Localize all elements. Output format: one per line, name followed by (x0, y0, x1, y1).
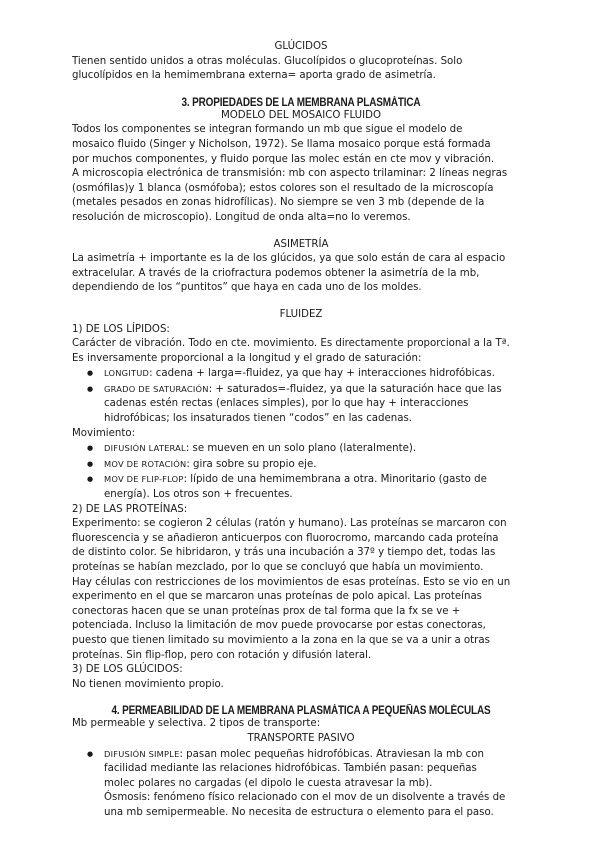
asimetria-paragraph (72, 252, 530, 296)
bullet-text: : se mueven en un solo plano (lateralmente). (185, 443, 417, 455)
proteinas-paragraph (72, 517, 530, 663)
bullet-label: GRADO DE SATURACIÓN (104, 383, 209, 394)
bullet-text: cadenas estén rectas (enlaces simples), por lo que hay + interacciones (104, 398, 469, 410)
paragraph-line: proteínas se habían mezclado, por lo que se concluyó que había un movimiento. (72, 562, 484, 573)
paragraph-line: A microscopia electrónica de transmisión: mb con aspecto trilaminar: 2 líneas negras (72, 168, 508, 180)
bullet-text: facilidad mediante las relaciones hidrofóbicas. También pasan: pequeñas (104, 763, 477, 775)
paragraph-line: resolución de microscopio). Longitud de onda alta=no lo veremos. (72, 211, 411, 223)
paragraph-line: Hay células con restricciones de los movimientos de esas proteínas. Esto se vio en un (72, 576, 511, 588)
bullet-difusion-lateral (104, 441, 530, 457)
paragraph-line: potenciada. Incluso la limitación de mov puede provocarse por estas conectoras, (72, 620, 486, 632)
bullet-mov-rotacion (104, 457, 530, 473)
bullet-longitud (104, 366, 530, 382)
bullet-text: molec polares no cargadas (el dipolo le cuesta atravesar la mb). (104, 777, 433, 789)
section-4-intro: Mb permeable y selectiva. 2 tipos de transporte: (72, 718, 321, 730)
bullet-text: energía). Los otros son + frecuentes. (104, 489, 293, 501)
bullet-difusion-simple (104, 747, 530, 821)
movimiento-bullet-list (72, 441, 530, 502)
asimetria-heading: ASIMETRÍA (273, 238, 329, 250)
lipidos-title: 1) DE LOS LÍPIDOS: (72, 323, 170, 335)
paragraph-line: proteínas. Sin flip-flop, pero con rotación y difusión lateral. (72, 649, 372, 661)
paragraph-line: No tienen movimiento propio. (72, 678, 224, 690)
lipidos-bullet-list (72, 366, 530, 426)
paragraph-line: (metales pesados en zonas hidrofílicas). No siempre se ven 3 mb (depende de la (72, 197, 485, 209)
glucidos-movimiento-title: 3) DE LOS GLÚCIDOS: (72, 664, 183, 676)
bullet-label: DIFUSIÓN SIMPLE (104, 748, 180, 759)
bullet-label: MOV DE ROTACIÓN (104, 458, 187, 469)
paragraph-line: fluorescencia y se añadieron anticuerpos con fluorocromo, marcando cada proteína (72, 532, 499, 544)
paragraph-line: conectoras hacen que se unan proteínas prox de tal forma que la fx se ve + (72, 605, 461, 617)
bullet-label: MOV DE FLIP-FLOP (104, 474, 184, 485)
paragraph-line: dependiendo de los “puntitos” que haya en cada uno de los moldes. (72, 282, 422, 294)
bullet-text: : + saturados=-fluidez, ya que la saturación hace que las (208, 383, 502, 395)
section-3-title: 3. PROPIEDADES DE LA MEMBRANA PLASMÁTICA (181, 95, 421, 109)
bullet-label: DIFUSIÓN LATERAL (104, 443, 186, 454)
bullet-text: hidrofóbicas; los insaturados tienen “codos” en las cadenas. (104, 413, 413, 425)
document-page (72, 40, 530, 821)
glucidos-line: glucolípidos en la hemimembrana externa= aporta grado de asimetría. (72, 70, 436, 82)
glucidos-heading: GLÚCIDOS (274, 41, 328, 52)
bullet-text: : cadena + larga=-fluidez, ya que hay + interacciones hidrofóbicas. (149, 368, 495, 380)
transporte-pasivo-subtitle: TRANSPORTE PASIVO (247, 732, 355, 744)
paragraph-line: extracelular. A través de la criofractura podemos obtener la asimetría de la mb, (72, 267, 480, 279)
bullet-text: una mb semipermeable. No necesita de estructura o elemento para el paso. (104, 806, 494, 818)
mosaico-fluido-subtitle: MODELO DEL MOSAICO FLUIDO (220, 109, 381, 121)
paragraph-line: Experimento: se cogieron 2 células (ratón y humano). Las proteínas se marcaron con (72, 518, 507, 530)
bullet-flip-flop (104, 472, 530, 502)
transporte-bullet-list (72, 747, 530, 821)
paragraph-line: La asimetría + importante es la de los glúcidos, ya que solo están de cara al espacio (72, 253, 506, 265)
bullet-text: Ósmosis: fenómeno físico relacionado con el mov de un disolvente a través de (104, 792, 506, 804)
bullet-label: LONGITUD (104, 368, 150, 379)
bullet-text: : gira sobre su propio eje. (186, 458, 317, 470)
paragraph-line: (osmófilas)y 1 blanca (osmófoba); estos colores son el resultado de la microscopía (72, 182, 494, 194)
bullet-text: : lípido de una hemimembrana a otra. Minoritario (gasto de (183, 474, 487, 486)
paragraph-line: experimento en el que se marcaron unas proteínas de polo apical. Las proteínas (72, 591, 482, 603)
paragraph-line: puesto que tienen limitado su movimiento a la zona en la que se va a unir a otras (72, 634, 490, 646)
glucidos-line: Tienen sentido unidos a otras moléculas. Glucolípidos o glucoproteínas. Solo (72, 55, 463, 67)
bullet-grado-saturacion (104, 382, 530, 427)
paragraph-line: Todos los componentes se integran formando un mb que sigue el modelo de (72, 124, 463, 136)
paragraph-line: de distinto color. Se hibridaron, y trás una incubación a 37º y tiempo det, todas las (72, 547, 496, 559)
paragraph-line: por muchos componentes, y fluido porque las molec están en cte mov y vibración. (72, 153, 495, 165)
paragraph-line: Carácter de vibración. Todo en cte. movimiento. Es directamente proporcional a la Tª. (72, 338, 510, 350)
bullet-text: : pasan molec pequeñas hidrofóbicas. Atraviesan la mb con (179, 748, 484, 760)
proteinas-title: 2) DE LAS PROTEÍNAS: (72, 503, 188, 515)
movimiento-title: Movimiento: (72, 427, 136, 439)
fluidez-heading: FLUIDEZ (279, 308, 323, 320)
mosaico-fluido-paragraph (72, 123, 530, 225)
paragraph-line: Es inversamente proporcional a la longitud y el grado de saturación: (72, 352, 422, 364)
section-4-title: 4. PERMEABILIDAD DE LA MEMBRANA PLASMÁTICA A PEQUEÑAS MOLÉCULAS (111, 704, 491, 718)
paragraph-line: mosaico fluido (Singer y Nicholson, 1972). Se llama mosaico porque está formada (72, 138, 491, 150)
